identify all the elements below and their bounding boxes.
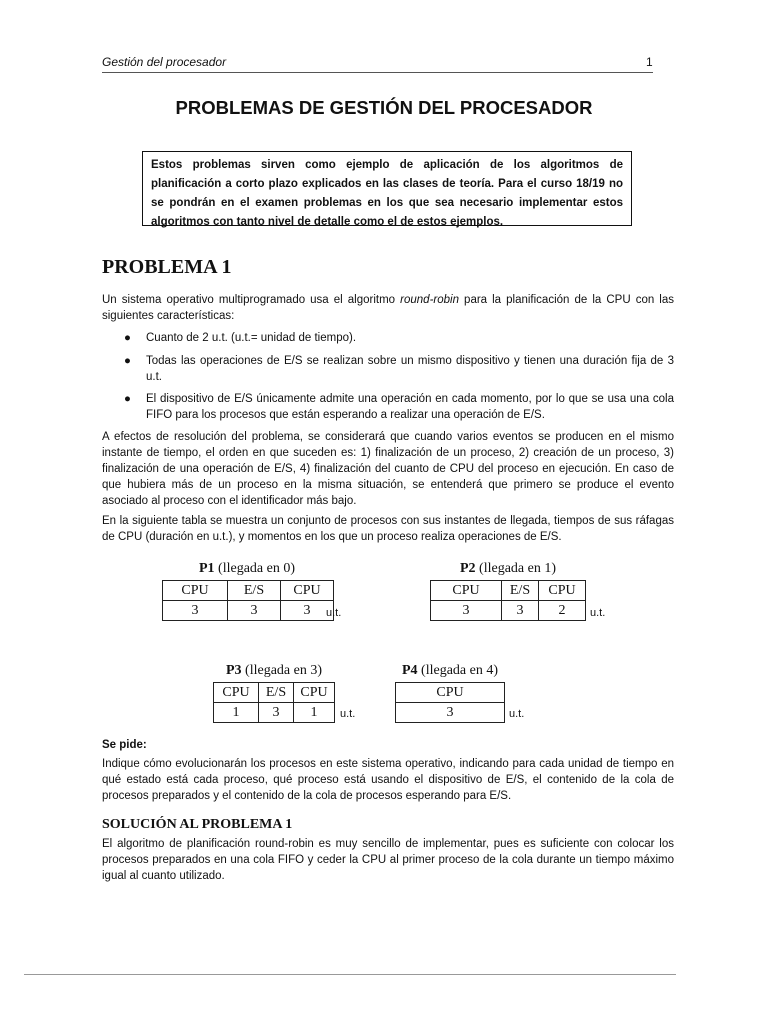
process-id: P4	[401, 663, 418, 678]
table-row	[431, 601, 586, 621]
list-item-text: Cuanto de 2 u.t. (u.t.= unidad de tiempo).	[146, 332, 357, 344]
table-cell: 3	[431, 601, 502, 621]
table-header-cell: CPU	[281, 581, 334, 601]
table-header-cell: E/S	[502, 581, 539, 601]
bullet-icon: ●	[124, 355, 131, 367]
unit-label: u.t.	[340, 708, 356, 720]
table-cell: 3	[281, 601, 334, 621]
process-table-p4	[395, 682, 505, 723]
solution-paragraph: El algoritmo de planificación round-robin es muy sencillo de implementar, pues es suficiente con colocar los procesos preparados en una cola FIFO y ceder la CPU al primer proceso de la cola durante un tiempo máximo igual al cuanto utilizado.	[102, 838, 674, 882]
process-caption-p2	[430, 561, 586, 577]
feature-list	[124, 330, 674, 346]
table-row	[163, 601, 334, 621]
process-arrival: (llegada en 1)	[479, 561, 557, 576]
note-box: Estos problemas sirven como ejemplo de aplicación de los algoritmos de planificación a corto plazo explicados en las clases de teoría. Para el curso 18/19 no se pondrán en el examen problemas en los que sea necesario implementar estos algoritmos con tanto nivel de detalle como el de estos ejemplos.	[142, 151, 632, 226]
table-header-cell: CPU	[214, 683, 259, 703]
intro-text-start: Un sistema operativo multiprogramado usa el algoritmo	[102, 294, 401, 306]
process-table-p2	[430, 580, 586, 621]
list-item	[124, 330, 674, 346]
table-row	[396, 703, 505, 723]
table-cell: 3	[163, 601, 228, 621]
request-label: Se pide:	[102, 739, 147, 751]
unit-label: u.t.	[326, 607, 342, 619]
table-cell: 3	[228, 601, 281, 621]
list-item-text: Todas las operaciones de E/S se realizan sobre un mismo dispositivo y tienen una duración fija de 3 u.t.	[146, 355, 674, 383]
table-cell: 1	[214, 703, 259, 723]
footer-rule	[24, 974, 676, 975]
table-intro-paragraph: En la siguiente tabla se muestra un conjunto de procesos con sus instantes de llegada, tiempos de sus ráfagas de CPU (duración en u.t.), y momentos en los que un proceso realiza operaciones de E/S.	[102, 515, 674, 543]
table-header-cell: CPU	[539, 581, 586, 601]
table-header-cell: CPU	[163, 581, 228, 601]
intro-italic-term: round-robin	[400, 294, 459, 306]
feature-list	[124, 353, 674, 385]
table-header-cell: CPU	[294, 683, 335, 703]
document-title: PROBLEMAS DE GESTIÓN DEL PROCESADOR	[175, 97, 593, 118]
process-caption-p3	[213, 663, 335, 679]
intro-text-end: para la planificación de la CPU con las siguientes características:	[102, 294, 674, 322]
process-id: P3	[225, 663, 242, 678]
table-header-cell: E/S	[228, 581, 281, 601]
process-caption-p1	[162, 561, 332, 577]
unit-label: u.t.	[590, 607, 606, 619]
page-number: 1	[646, 55, 653, 69]
intro-paragraph	[102, 292, 674, 324]
table-row	[214, 703, 335, 723]
process-caption-p4	[395, 663, 505, 679]
table-cell: 3	[396, 703, 505, 723]
header-rule	[102, 72, 653, 73]
table-header-row	[163, 581, 334, 601]
process-arrival: (llegada en 4)	[421, 663, 499, 678]
process-id: P2	[459, 561, 476, 576]
process-arrival: (llegada en 3)	[245, 663, 323, 678]
table-cell: 1	[294, 703, 335, 723]
request-paragraph: Indique cómo evolucionarán los procesos en este sistema operativo, indicando para cada unidad de tiempo en qué estado está cada proceso, qué proceso está usando el dispositivo de E/S, el contenido de la cola de procesos preparados y el contenido de la cola de procesos esperando para E/S.	[102, 758, 674, 802]
problem-heading: PROBLEMA 1	[102, 256, 232, 278]
list-item	[124, 353, 674, 385]
running-header-title: Gestión del procesador	[102, 55, 227, 69]
process-arrival: (llegada en 0)	[218, 561, 296, 576]
table-cell: 3	[502, 601, 539, 621]
list-item-text: El dispositivo de E/S únicamente admite una operación en cada momento, por lo que se usa una cola FIFO para los procesos que están esperando a realizar una operación de E/S.	[146, 393, 674, 421]
feature-list	[124, 391, 674, 423]
process-id: P1	[198, 561, 215, 576]
table-cell: 2	[539, 601, 586, 621]
table-header-row	[396, 683, 505, 703]
table-cell: 3	[259, 703, 294, 723]
table-header-cell: CPU	[431, 581, 502, 601]
unit-label: u.t.	[509, 708, 525, 720]
table-header-row	[431, 581, 586, 601]
process-table-p1	[162, 580, 334, 621]
bullet-icon: ●	[124, 393, 131, 405]
table-header-cell: CPU	[396, 683, 505, 703]
table-header-cell: E/S	[259, 683, 294, 703]
table-header-row	[214, 683, 335, 703]
process-table-p3	[213, 682, 335, 723]
solution-heading: SOLUCIÓN AL PROBLEMA 1	[102, 817, 293, 832]
list-item	[124, 391, 674, 423]
events-paragraph: A efectos de resolución del problema, se considerará que cuando varios eventos se producen en el mismo instante de tiempo, el orden en que suceden es: 1) finalización de un proceso, 2) creación de un proceso, 3) finalización de una operación de E/S, 4) finalización del cuanto de CPU del proceso en ejecución. En caso de que hubiera más de un proceso en la misma situación, se entenderá que primero se produce el evento asociado al proceso con el identificador más bajo.	[102, 431, 674, 507]
bullet-icon: ●	[124, 332, 131, 344]
